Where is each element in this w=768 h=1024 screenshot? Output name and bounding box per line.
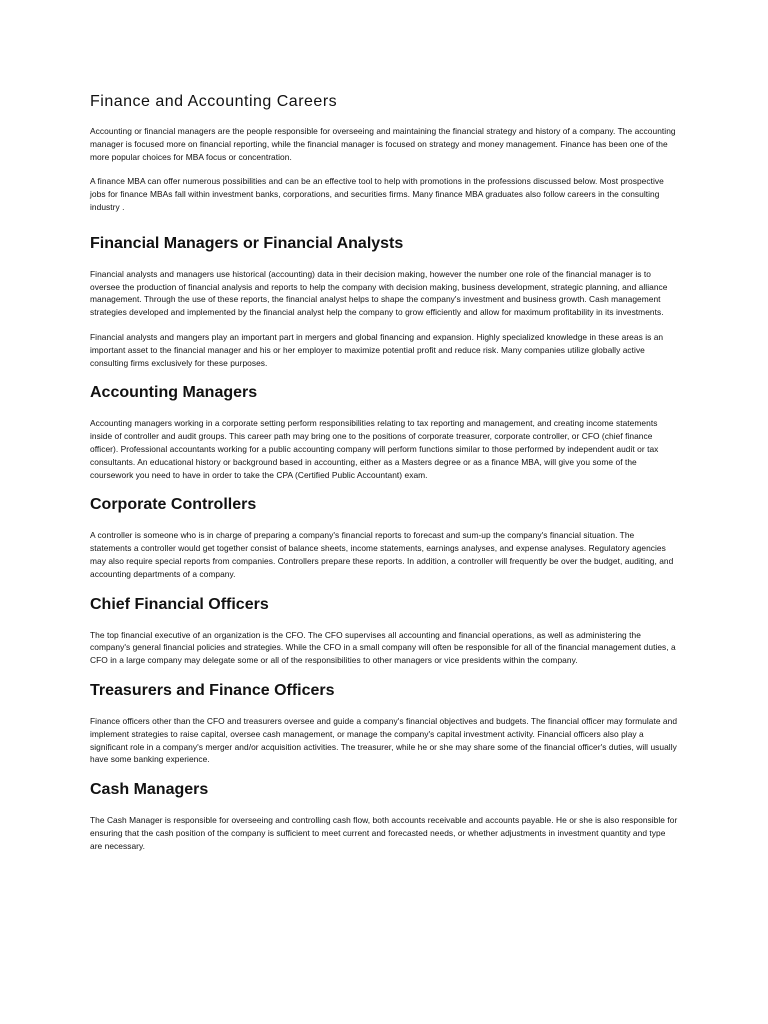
section-paragraph: Financial analysts and mangers play an important part in mergers and global financing and expansion. Highly specialized knowledge in these areas is an important asset to the financial manager and his or her employer to maximize potential profit and reduce risk. Many companies utilize globally active consulting firms exclusively for these purposes. [90, 331, 664, 368]
section-heading: Financial Managers or Financial Analysts [90, 234, 404, 252]
section-paragraph: The Cash Manager is responsible for overseeing and controlling cash flow, both accounts receivable and accounts payable. He or she is also responsible for ensuring that the cash position of the company is sufficient to meet current and forecasted needs, or whether adjustments in investment quantity and type are necessary. [90, 815, 678, 851]
section-heading: Cash Managers [90, 781, 209, 799]
intro-paragraph-1: Accounting or financial managers are the people responsible for overseeing and maintaining the financial strategy and history of a company. The accounting manager is focused more on financial reporting, while the financial manager is focused on strategy and money management. Finance has been one of the more popular choices for MBA focus or concentration. [90, 126, 676, 162]
section-chief-financial-officers [90, 595, 678, 667]
section-accounting-managers [90, 383, 678, 481]
section-heading: Chief Financial Officers [90, 595, 269, 613]
section-paragraph: Accounting managers working in a corporate setting perform responsibilities relating to tax reporting and management, and creating income statements inside of controller and audit groups. This career path may bring one to the positions of corporate treasurer, corporate controller, or CFO (chief finance officer). Professional accountants working for a public accounting company will perform functions similar to those performed by independent audit or tax consultants. An educational history or background based in accounting, either as a Masters degree or as a finance MBA, will give you some of the coursework you need to have in order to take the CPA (Certified Public Accountant) exam. [90, 418, 659, 480]
section-corporate-controllers [90, 495, 678, 580]
section-paragraph: Finance officers other than the CFO and treasurers oversee and guide a company's financial objectives and budgets. The financial officer may formulate and implement strategies to raise capital, oversee cash management, or manage the company's capital investment activity. Financial officers also play a significant role in a company's merger and/or acquisition activities. The treasurer, while he or she may share some of the financial officer's duties, will usually have some banking experience. [90, 715, 678, 765]
section-heading: Corporate Controllers [90, 496, 257, 514]
page-title: Finance and Accounting Careers [90, 93, 338, 110]
section-heading: Accounting Managers [90, 384, 258, 402]
section-heading: Treasurers and Finance Officers [90, 681, 335, 699]
section-paragraph: Financial analysts and managers use historical (accounting) data in their decision making, however the number one role of the financial manager is to oversee the production of financial analysis and reports to help the company with decision making, business development, strategic planning, and alliance management. Through the use of these reports, the financial analyst helps to shape the company's investment and business growth. Cash management strategies developed and implemented by the financial analyst help the company to grow efficiently and allow for maximum profitability in its investments. [90, 268, 668, 318]
intro-paragraph-2: A finance MBA can offer numerous possibilities and can be an effective tool to help with promotions in the professions discussed below. Most prospective jobs for finance MBAs fall within investment banks, corporations, and securities firms. Many finance MBA graduates also follow careers in the consulting industry . [90, 176, 664, 212]
section-treasurers [90, 681, 678, 766]
section-paragraph: A controller is someone who is in charge of preparing a company's financial reports to forecast and sum-up the company's financial situation. The statements a controller would get together consist of balance sheets, income statements, earnings analyses, and expense analyses. Regulatory agencies may also require special reports from companies. Controllers prepare these reports. In addition, a controller will frequently be over the budget, auditing, and accounting departments of a company. [90, 530, 674, 579]
section-cash-managers [90, 780, 678, 852]
section-paragraph: The top financial executive of an organization is the CFO. The CFO supervises all accounting and financial operations, as well as administering the company's general financial policies and strategies. While the CFO in a small company will often be responsible for all of the financial management duties, a CFO in a large company may delegate some or all of the responsibilities to other managers or vice presidents within the company. [90, 629, 676, 666]
section-financial-managers [90, 234, 678, 370]
